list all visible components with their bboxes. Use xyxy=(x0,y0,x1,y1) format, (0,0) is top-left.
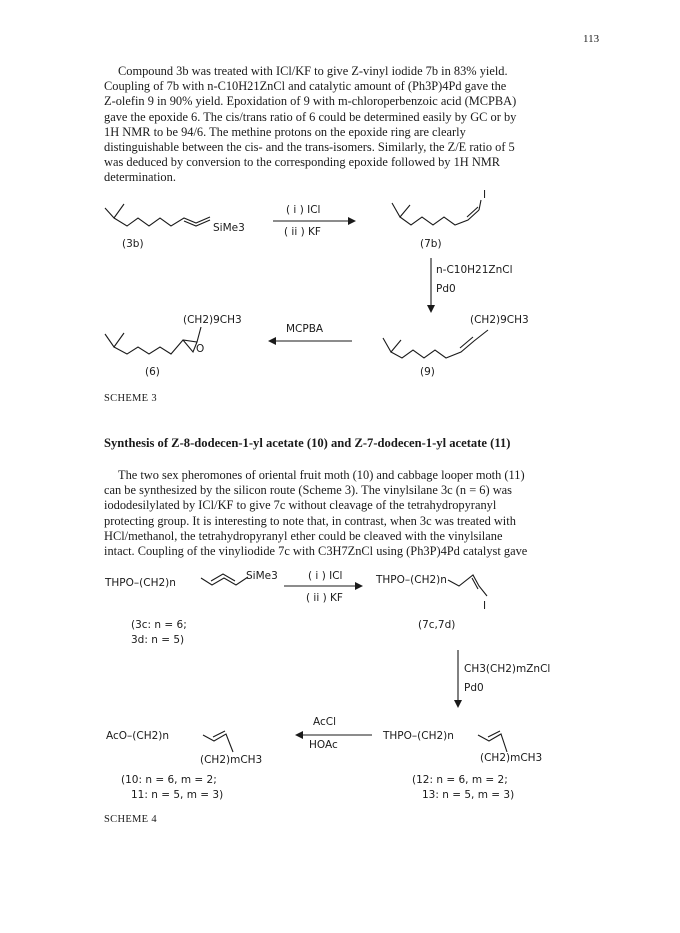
sime3-label-3c: SiMe3 xyxy=(246,570,278,582)
structure-10 xyxy=(203,731,233,752)
label-3c: (3c: n = 6; xyxy=(131,619,187,631)
acetyl-reagent-bottom: HOAc xyxy=(309,739,338,751)
mcpba-label: MCPBA xyxy=(286,323,324,335)
structure-12 xyxy=(478,731,507,752)
label-13: 13: n = 5, m = 3) xyxy=(422,789,515,801)
chain-label-6: (CH2)9CH3 xyxy=(183,314,242,326)
p1-line-6: distinguishable between the cis- and the trans-isomers. Similarly, the Z/E ratio of 5 xyxy=(104,140,515,155)
p1-line-4: gave the epoxide 6. The cis/trans ratio of 6 could be determined easily by GC or by xyxy=(104,109,517,124)
scheme-3-label: SCHEME 3 xyxy=(104,393,157,404)
paragraph-2 xyxy=(104,468,582,559)
structure-7c xyxy=(448,575,487,596)
chain-label-12: (CH2)mCH3 xyxy=(480,752,543,764)
coupling-reagent-3: n-C10H21ZnCl xyxy=(436,264,513,276)
p2-line-5: HCl/methanol, the tetrahydropyranyl ether could be cleaved with the vinylsilane xyxy=(104,528,503,543)
p1-line-7: was deduced by conversion to the corresponding epoxide followed by 1H NMR xyxy=(104,155,501,170)
reagent-icl-4: ( i ) ICl xyxy=(308,570,343,582)
reagent-icl-3: ( i ) ICl xyxy=(286,204,321,216)
label-3b: (3b) xyxy=(122,238,144,250)
p2-line-4: protecting group. It is interesting to note that, in contrast, when 3c was treated with xyxy=(104,513,516,528)
thpo-label-7c: THPO–(CH2)n xyxy=(376,574,447,586)
label-11: 11: n = 5, m = 3) xyxy=(131,789,224,801)
p2-line-3: iododesilylated by ICl/KF to give 7c without cleavage of the tetrahydropyranyl xyxy=(104,498,497,513)
chain-label-9: (CH2)9CH3 xyxy=(470,314,529,326)
label-7b: (7b) xyxy=(420,238,442,250)
structure-7b xyxy=(392,200,481,225)
p1-line-5: 1H NMR to be 94/6. The methine protons on the epoxide ring are clearly xyxy=(104,124,466,139)
p1-line-8: determination. xyxy=(104,170,176,185)
label-7c-7d: (7c,7d) xyxy=(418,619,456,631)
structure-9 xyxy=(383,330,488,358)
p1-line-1: Compound 3b was treated with ICl/KF to give Z-vinyl iodide 7b in 83% yield. xyxy=(118,64,508,78)
iodine-label-7c: I xyxy=(483,600,487,612)
reagent-kf-4: ( ii ) KF xyxy=(306,592,343,604)
thpo-label-12: THPO–(CH2)n xyxy=(383,730,454,742)
section-heading: Synthesis of Z-8-dodecen-1-yl acetate (10) and Z-7-dodecen-1-yl acetate (11) xyxy=(104,436,511,450)
reagent-kf-3: ( ii ) KF xyxy=(284,226,321,238)
scheme-4-label: SCHEME 4 xyxy=(104,814,157,825)
iodine-label-7b: I xyxy=(483,189,487,201)
chain-label-10: (CH2)mCH3 xyxy=(200,754,263,766)
label-6: (6) xyxy=(145,366,160,378)
p2-line-6: intact. Coupling of the vinyliodide 7c with C3H7ZnCl using (Ph3P)4Pd catalyst gave xyxy=(104,544,528,559)
coupling-reagent-4: CH3(CH2)mZnCl xyxy=(464,663,551,675)
structure-6 xyxy=(105,327,201,354)
acetyl-reagent-top: AcCl xyxy=(313,716,337,728)
p1-line-3: Z-olefin 9 in 90% yield. Epoxidation of 9 with m-chloroperbenzoic acid (MCPBA) xyxy=(104,94,517,109)
thpo-label-3c: THPO–(CH2)n xyxy=(105,577,176,589)
label-9: (9) xyxy=(420,366,435,378)
structure-3c xyxy=(201,574,248,585)
structure-3b xyxy=(105,204,210,226)
catalyst-4: Pd0 xyxy=(464,682,484,694)
catalyst-3: Pd0 xyxy=(436,283,456,295)
epoxide-oxygen: O xyxy=(196,343,205,355)
label-12: (12: n = 6, m = 2; xyxy=(412,774,508,786)
p1-line-2: Coupling of 7b with n-C10H21ZnCl and catalytic amount of (Ph3P)4Pd gave the xyxy=(104,79,507,94)
p2-line-2: can be synthesized by the silicon route (Scheme 3). The vinylsilane 3c (n = 6) was xyxy=(104,483,512,498)
p2-line-1: The two sex pheromones of oriental fruit moth (10) and cabbage looper moth (11) xyxy=(118,468,525,482)
label-10: (10: n = 6, m = 2; xyxy=(121,774,217,786)
aco-label-10: AcO–(CH2)n xyxy=(106,730,170,742)
sime3-label: SiMe3 xyxy=(213,222,245,234)
label-3d: 3d: n = 5) xyxy=(131,634,185,646)
page-number: 113 xyxy=(583,33,600,45)
